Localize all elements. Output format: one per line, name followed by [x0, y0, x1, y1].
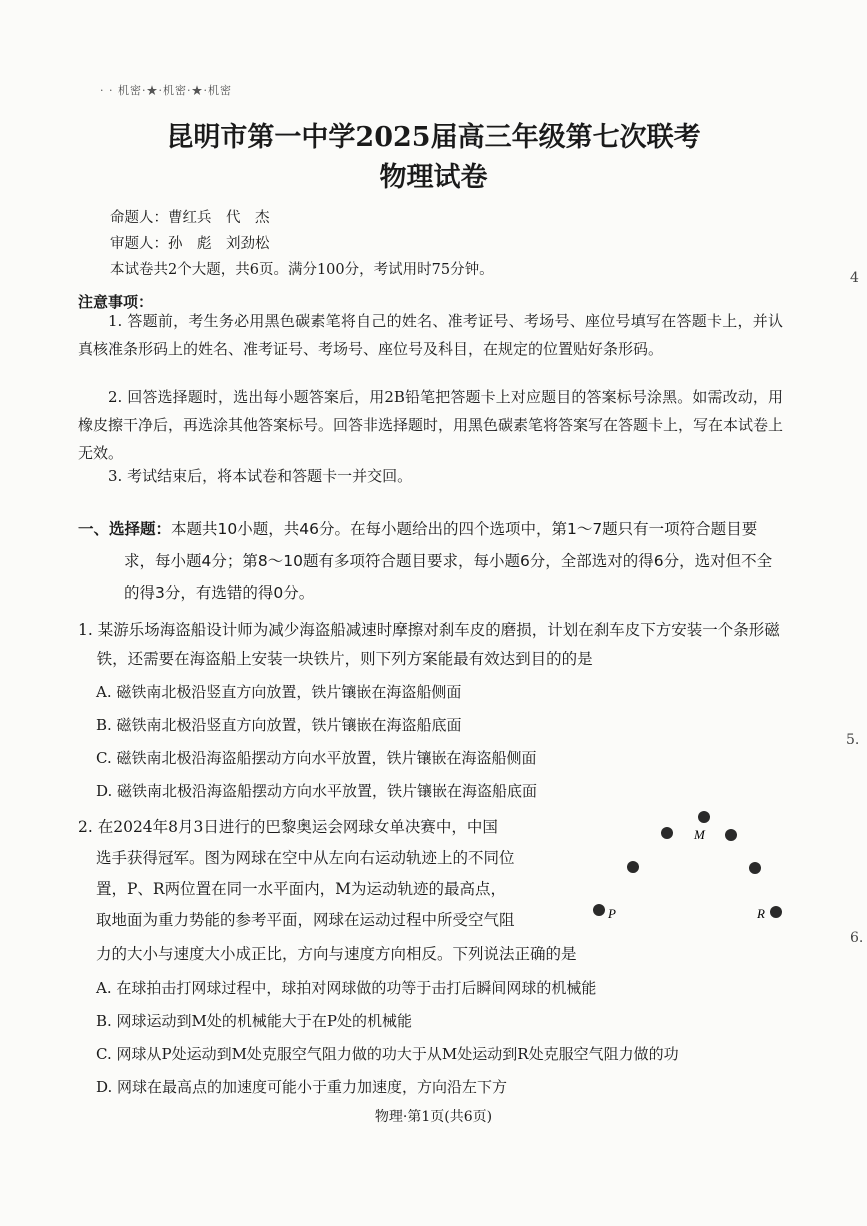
ball-position-p: [593, 904, 605, 916]
exam-title: 昆明市第一中学2025届高三年级第七次联考: [166, 122, 701, 153]
note-item-1: 1. 答题前，考生务必用黑色碳素笔将自己的姓名、准考证号、考场号、座位号填写在答题卡上，并认真核准条形码上的姓名、准考证号、考场号、座位号及科目，在规定的位置贴好条形码。: [78, 312, 783, 358]
q1-option-a: A. 磁铁南北极沿竖直方向放置，铁片镶嵌在海盗船侧面: [96, 683, 462, 701]
header-scrap: · · 机密·★·机密·★·机密: [100, 84, 232, 97]
q1-option-b: B. 磁铁南北极沿竖直方向放置，铁片镶嵌在海盗船底面: [96, 716, 462, 734]
notes-heading: 注意事项：: [78, 293, 154, 311]
note-item-3: 3. 考试结束后，将本试卷和答题卡一并交回。: [108, 467, 413, 485]
section-1-text: 本题共10小题，共46分。在每小题给出的四个选项中，第1～7题只有一项符合题目要求，每小题4分；第8～10题有多项符合题目要求，每小题6分，全部选对的得6分，选对但不全的得3分，有选错的得0分。: [124, 520, 773, 602]
note-item-2: 2. 回答选择题时，选出每小题答案后，用2B铅笔把答题卡上对应题目的答案标号涂黑。如需改动，用橡皮擦干净后，再选涂其他答案标号。回答非选择题时，用黑色碳素笔将答案写在答题卡上，写在本试卷上无效。: [78, 388, 784, 462]
q1-option-c: C. 磁铁南北极沿海盗船摆动方向水平放置，铁片镶嵌在海盗船侧面: [96, 749, 537, 767]
exam-info: 本试卷共2个大题，共6页。满分100分，考试用时75分钟。: [110, 262, 494, 278]
ball-position-3: [725, 829, 737, 841]
exam-subject-title: 物理试卷: [379, 162, 488, 193]
ball-position-4: [749, 862, 761, 874]
label-p: P: [608, 906, 616, 921]
question-2-stem-line-3: 置，P、R两位置在同一水平面内，M为运动轨迹的最高点，: [96, 880, 506, 898]
question-1-stem: 1. 某游乐场海盗船设计师为减少海盗船减速时摩擦对刹车皮的磨损，计划在刹车皮下方安装一个条形磁铁，还需要在海盗船上安装一块铁片，则下列方案能最有效达到目的的是: [78, 621, 780, 668]
ball-position-r: [770, 906, 782, 918]
question-2-stem-line-4: 取地面为重力势能的参考平面，网球在运动过程中所受空气阻: [96, 911, 515, 929]
q2-option-a: A. 在球拍击打网球过程中，球拍对网球做的功等于击打后瞬间网球的机械能: [96, 979, 597, 997]
page-footer: 物理·第1页(共6页): [374, 1109, 493, 1125]
tennis-trajectory-figure: [580, 805, 790, 935]
question-2-stem-tail: 力的大小与速度大小成正比，方向与速度方向相反。下列说法正确的是: [96, 945, 577, 963]
q1-option-d: D. 磁铁南北极沿海盗船摆动方向水平放置，铁片镶嵌在海盗船底面: [96, 782, 538, 800]
question-2-stem-line-1: 2. 在2024年8月3日进行的巴黎奥运会网球女单决赛中，中国: [78, 818, 498, 836]
ball-position-m: [698, 811, 710, 823]
q2-option-c: C. 网球从P处运动到M处克服空气阻力做的功大于从M处运动到R处克服空气阻力做的功: [96, 1045, 679, 1063]
q2-option-d: D. 网球在最高点的加速度可能小于重力加速度，方向沿左下方: [96, 1078, 508, 1096]
ball-position-1: [661, 827, 673, 839]
author-line: 命题人：曹红兵 代 杰: [110, 210, 270, 226]
reviewer-line: 审题人：孙 彪 刘劲松: [110, 236, 270, 252]
q2-option-b: B. 网球运动到M处的机械能大于在P处的机械能: [96, 1012, 413, 1030]
edge-mark-3: 6.: [850, 930, 864, 946]
edge-mark-2: 5.: [846, 732, 860, 748]
question-2-stem-line-2: 选手获得冠军。图为网球在空中从左向右运动轨迹上的不同位: [96, 849, 515, 867]
label-m: M: [694, 827, 705, 842]
label-r: R: [757, 906, 765, 921]
section-1-instructions: [78, 513, 786, 609]
ball-position-2: [627, 861, 639, 873]
section-1-lead: 一、选择题：: [78, 520, 172, 538]
edge-mark-1: 4: [850, 270, 859, 286]
